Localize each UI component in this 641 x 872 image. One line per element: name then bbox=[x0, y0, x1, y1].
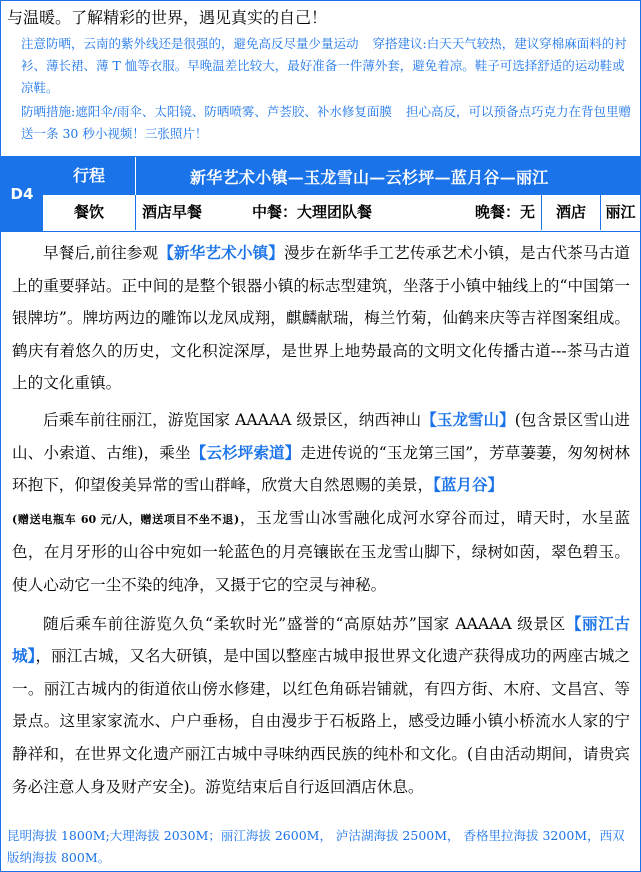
day-rows bbox=[43, 157, 640, 231]
tip-protection: 防晒措施:遮阳伞/雨伞、太阳镜、防晒喷雾、芦荟胶、补水修复面膜 bbox=[21, 104, 392, 119]
intro-text: 与温暖。了解精彩的世界，遇见真实的自己！ bbox=[7, 8, 328, 27]
highlight-xinhua-town: 【新华艺术小镇】 bbox=[158, 243, 285, 262]
text-run: 走进传说的“玉龙第三国”，芳草萋萋，匆匆树林环抱下，仰望俊美异常的雪山群峰，欣赏大自然恩赐的美景， bbox=[12, 443, 630, 495]
route-row bbox=[43, 157, 640, 195]
travel-tips bbox=[7, 31, 634, 145]
text-run: 随后乘车前往游览久负“柔软时光”盛誉的“高原姑苏”国家 AAAAA 级景区 bbox=[43, 614, 566, 633]
text-run: (包含景区雪山进山、小索道、古维)，乘坐 bbox=[12, 410, 630, 462]
tip-protection-and-gift bbox=[21, 101, 634, 145]
meal-label: 餐饮 bbox=[43, 195, 136, 230]
text-run: 早餐后,前往参观 bbox=[43, 244, 159, 262]
lunch-value: 中餐：大理团队餐 bbox=[252, 203, 373, 221]
breakfast-value: 酒店早餐 bbox=[142, 203, 203, 221]
highlight-spruce-meadow-cableway: 【云杉坪索道】 bbox=[190, 442, 301, 462]
highlight-jade-dragon-snow-mountain: 【玉龙雪山】 bbox=[421, 409, 515, 429]
stay-city: 丽江 bbox=[605, 203, 636, 221]
tip-gift: 担心高反，可以预备点巧克力在背包里赠送一条 30 秒小视频！三张照片！ bbox=[21, 104, 631, 141]
meal-row bbox=[43, 195, 640, 230]
day-label: D4 bbox=[1, 157, 43, 231]
tip-sun: 注意防晒，云南的紫外线还是很强的，避免高反尽量少量运动 bbox=[21, 36, 359, 51]
paragraph-xinhua bbox=[12, 237, 630, 400]
route-label: 行程 bbox=[43, 157, 136, 195]
stay-label: 酒店 bbox=[542, 195, 601, 230]
intro-section bbox=[1, 1, 640, 145]
altitude-note: 昆明海拔 1800M;大理海拔 2030M；丽江海拔 2600M， 泸沽湖海拔 2500M， 香格里拉海拔 3200M，西双版纳海拔 800M。 bbox=[7, 828, 625, 865]
paragraph-lijiang-old-town bbox=[12, 608, 630, 804]
dinner-value: 晚餐：无 bbox=[474, 203, 535, 221]
day-description bbox=[1, 237, 640, 803]
meal-details bbox=[136, 195, 542, 230]
note-electric-car: (赠送电瓶车 60 元/人，赠送项目不坐不退) bbox=[12, 512, 240, 526]
paragraph-jade-dragon bbox=[12, 404, 630, 602]
route-value: 新华艺术小镇—玉龙雪山—云杉坪—蓝月谷—丽江 bbox=[190, 167, 549, 187]
tip-clothing: 穿搭建议:白天天气较热，建议穿棉麻面料的衬衫、薄长裙、薄 T 恤等衣服。早晚温差比较大，最好准备一件薄外套，避免着凉。鞋子可选择舒适的运动鞋或凉鞋。 bbox=[21, 36, 627, 95]
highlight-blue-moon-valley: 【蓝月谷】 bbox=[433, 475, 504, 495]
text-run: 漫步在新华手工艺传承艺术小镇，是古代茶马古道上的重要驿站。正中间的是整个银器小镇的标志型建筑，坐落于小镇中轴线上的“中国第一银牌坊”。牌坊两边的雕饰以龙凤成翔，麒麟献瑞，梅兰竹菊，仙鹤来庆等吉祥图案组成。鹤庆有着悠久的历史，文化积淀深厚，是世界上地势最高的文明文化传播古道---茶马古道上的文化重镇。 bbox=[12, 244, 630, 393]
text-run: ，玉龙雪山冰雪融化成河水穿谷而过，晴天时，水呈蓝色，在月牙形的山谷中宛如一轮蓝色的月亮镶嵌在玉龙雪山脚下，绿树如茵，翠色碧玉。使人心动它一尘不染的纯净，又摄于它的空灵与神秘。 bbox=[12, 508, 630, 594]
highlight-lijiang-old-town: 【丽江古城】 bbox=[12, 613, 630, 666]
day-header-table bbox=[1, 156, 640, 232]
text-run: ，丽江古城，又名大研镇，是中国以整座古城申报世界文化遗产获得成功的两座古城之一。丽江古城内的街道依山傍水修建，以红色角砾岩铺就，有四方街、木府、文昌宫、等景点。这里家家流水、户户垂杨，自由漫步于石板路上，感受边睡小镇小桥流水人家的宁静祥和，在世界文化遗产丽江古城中寻味纳西民族的纯朴和文化。(自由活动期间，请贵宾务必注意人身及财产安全)。游览结束后自行返回酒店休息。 bbox=[12, 647, 630, 796]
text-run: 后乘车前往丽江，游览国家 AAAAA 级景区，纳西神山 bbox=[43, 410, 422, 429]
tip-sun-and-clothing bbox=[21, 33, 634, 99]
